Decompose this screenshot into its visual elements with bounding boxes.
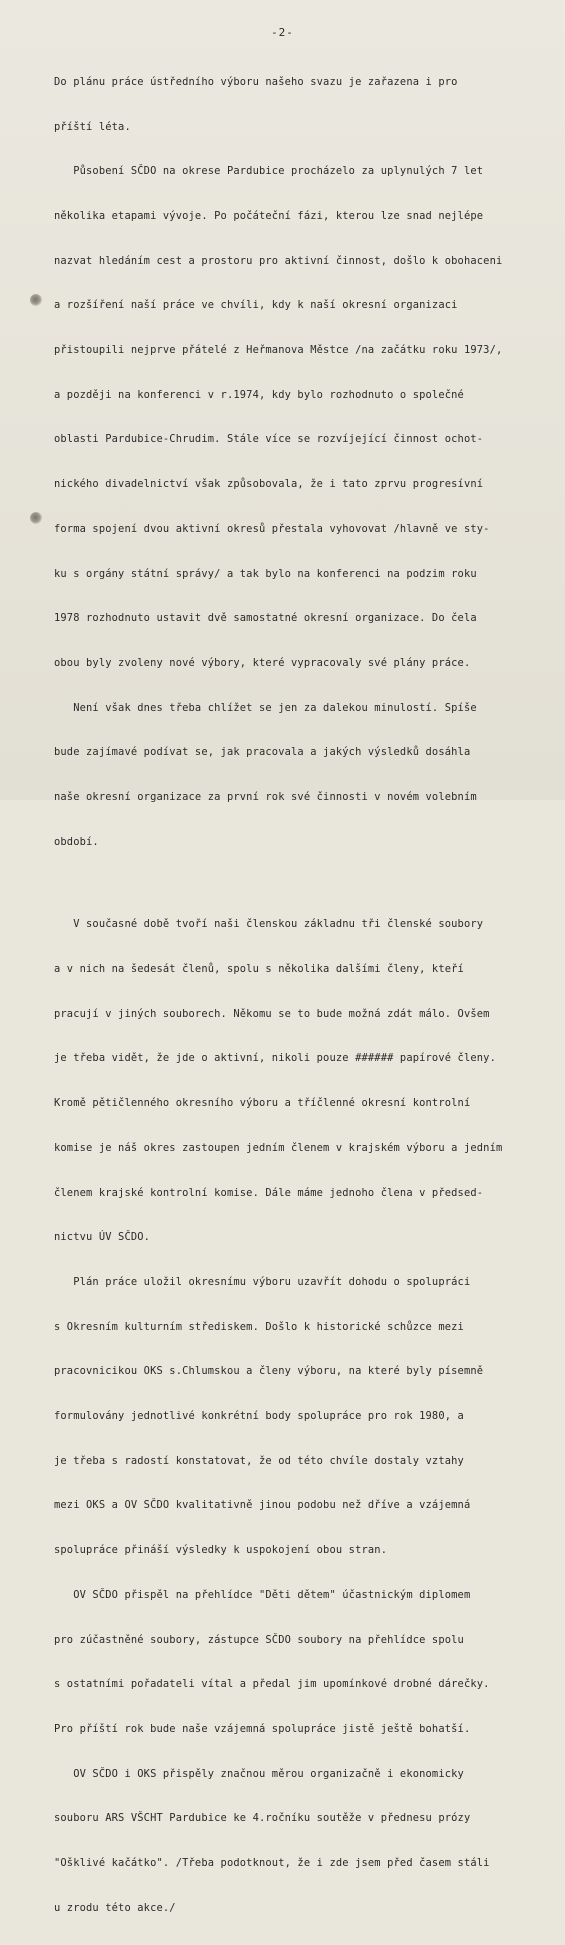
text-line: pro zúčastněné soubory, zástupce SČDO soubory na přehlídce spolu (54, 1633, 464, 1646)
text-line: s ostatními pořadateli vítal a předal jim upomínkové drobné dárečky. (54, 1678, 490, 1691)
body-text (54, 45, 544, 1945)
text-line: přistoupili nejprve přátelé z Heřmanova Městce /na začátku roku 1973/, (54, 344, 503, 357)
text-line: oblasti Pardubice-Chrudim. Stále více se rozvíjející činnost ochot- (54, 433, 484, 446)
text-line: obou byly zvoleny nové výbory, které vypracovaly své plány práce. (54, 656, 471, 669)
text-line: OV SČDO i OKS přispěly značnou měrou organizačně i ekonomicky (54, 1767, 464, 1780)
text-line: 1978 rozhodnuto ustavit dvě samostatné okresní organizace. Do čela (54, 612, 477, 625)
text-line: bude zajímavé podívat se, jak pracovala a jakých výsledků dosáhla (54, 746, 471, 759)
text-line: OV SČDO přispěl na přehlídce "Děti dětem" účastnickým diplomem (54, 1588, 471, 1601)
text-line: pracovnicikou OKS s.Chlumskou a členy výboru, na které byly písemně (54, 1365, 484, 1378)
page-number: -2- (271, 26, 294, 39)
text-line: V současné době tvoří naši členskou základnu tři členské soubory (54, 918, 484, 931)
text-line: Není však dnes třeba chlížet se jen za dalekou minulostí. Spíše (54, 701, 477, 714)
text-line: nazvat hledáním cest a prostoru pro aktivní činnost, došlo k obohaceni (54, 254, 503, 267)
punch-hole-lower (30, 512, 42, 524)
text-line: komise je náš okres zastoupen jedním členem v krajském výboru a jedním (54, 1141, 503, 1154)
text-line: naše okresní organizace za první rok své činnosti v novém volebním (54, 791, 477, 804)
punch-hole-upper (30, 294, 42, 306)
text-line: Kromě pětičlenného okresního výboru a tříčlenné okresní kontrolní (54, 1097, 471, 1110)
text-line: je třeba vidět, že jde o aktivní, nikoli pouze ###### papírové členy. (54, 1052, 496, 1065)
text-line: Do plánu práce ústředního výboru našeho svazu je zařazena i pro (54, 75, 458, 88)
text-line: formulovány jednotlivé konkrétní body spolupráce pro rok 1980, a (54, 1410, 464, 1423)
text-line: souboru ARS VŠCHT Pardubice ke 4.ročníku soutěže v přednesu prózy (54, 1812, 471, 1825)
text-line: mezi OKS a OV SČDO kvalitativně jinou podobu než dříve a vzájemná (54, 1499, 471, 1512)
text-line: a v nich na šedesát členů, spolu s několika dalšími členy, kteří (54, 962, 464, 975)
text-line: s Okresním kulturním střediskem. Došlo k historické schůzce mezi (54, 1320, 464, 1333)
text-line: Pro příští rok bude naše vzájemná spolupráce jistě ještě bohatší. (54, 1722, 471, 1735)
text-line: a rozšíření naší práce ve chvíli, kdy k naší okresní organizaci (54, 299, 458, 312)
text-line: "Ošklivé kačátko". /Třeba podotknout, že i zde jsem před časem stáli (54, 1857, 490, 1870)
text-line: a později na konferenci v r.1974, kdy bylo rozhodnuto o společné (54, 388, 464, 401)
text-line: několika etapami vývoje. Po počáteční fázi, kterou lze snad nejlépe (54, 209, 484, 222)
text-line: spolupráce přináší výsledky k uspokojení obou stran. (54, 1544, 388, 1557)
paragraph-gap (54, 879, 544, 887)
text-line: u zrodu této akce./ (54, 1901, 176, 1914)
text-line: Působení SČDO na okrese Pardubice procházelo za uplynulých 7 let (54, 165, 484, 178)
text-line: příští léta. (54, 120, 131, 133)
text-line: je třeba s radostí konstatovat, že od této chvíle dostaly vztahy (54, 1454, 464, 1467)
text-line: členem krajské kontrolní komise. Dále máme jednoho člena v předsed- (54, 1186, 484, 1199)
text-line: nictvu ÚV SČDO. (54, 1231, 151, 1244)
text-line: pracují v jiných souborech. Někomu se to bude možná zdát málo. Ovšem (54, 1007, 490, 1020)
text-line: Plán práce uložil okresnímu výboru uzavřít dohodu o spolupráci (54, 1275, 471, 1288)
text-line: ku s orgány státní správy/ a tak bylo na konferenci na podzim roku (54, 567, 477, 580)
text-line: nického divadelnictví však způsobovala, že i tato zprvu progresívní (54, 478, 484, 491)
text-line: období. (54, 835, 99, 848)
text-line: forma spojení dvou aktivní okresů přestala vyhovovat /hlavně ve sty- (54, 522, 490, 535)
